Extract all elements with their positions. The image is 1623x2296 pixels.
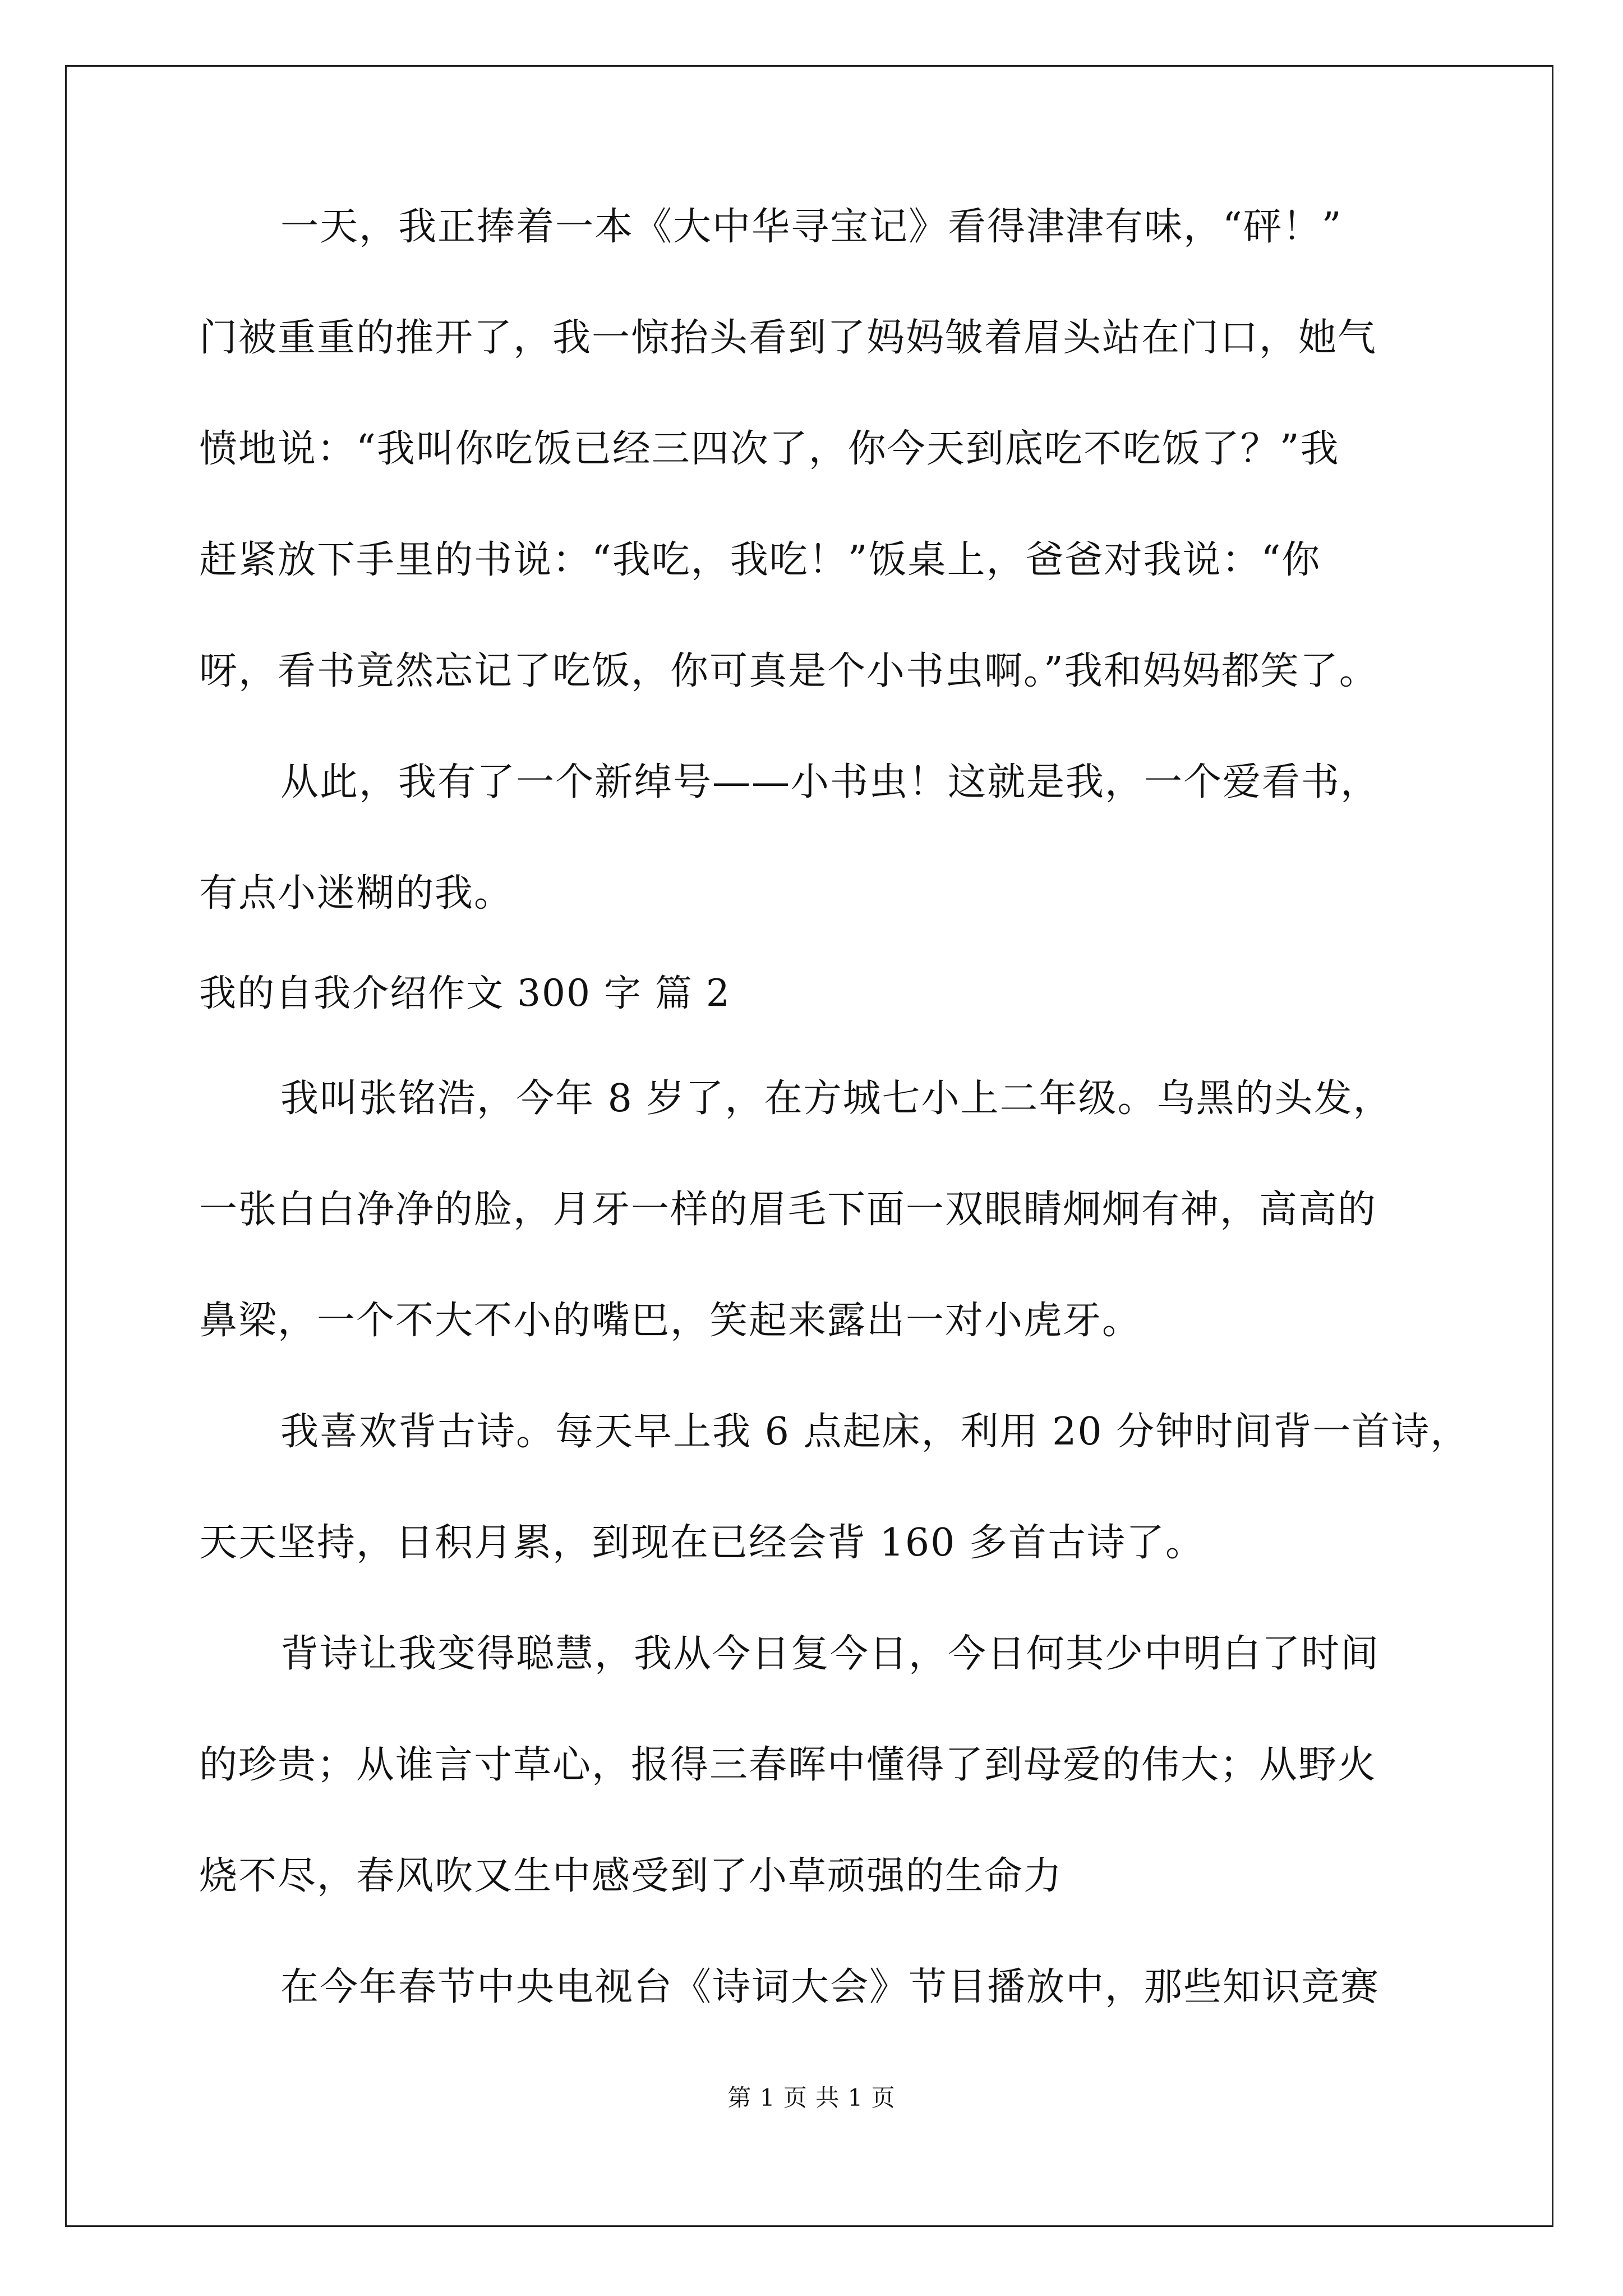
paragraph-line: 鼻梁，一个不大不小的嘴巴，笑起来露出一对小虎牙。: [199, 1299, 1142, 1343]
paragraph-line: 一张白白净净的脸，月牙一样的眉毛下面一双眼睛炯炯有神，高高的: [199, 1188, 1377, 1232]
paragraph-line: 我叫张铭浩，今年 8 岁了，在方城七小上二年级。乌黑的头发，: [280, 1076, 1393, 1121]
paragraph-line: 从此，我有了一个新绰号——小书虫！这就是我，一个爱看书，: [280, 760, 1380, 804]
paragraph-line: 烧不尽，春风吹又生中感受到了小草顽强的生命力: [199, 1854, 1063, 1898]
paragraph-line: 一天，我正捧着一本《大中华寻宝记》看得津津有味，“砰！”: [280, 205, 1343, 249]
page-border: [65, 65, 1553, 2227]
paragraph-line: 愤地说：“我叫你吃饭已经三四次了，你今天到底吃不吃饭了？”我: [199, 427, 1340, 471]
paragraph-line: 的珍贵；从谁言寸草心，报得三春晖中懂得了到母爱的伟大；从野火: [199, 1743, 1377, 1787]
paragraph-line: 门被重重的推开了，我一惊抬头看到了妈妈皱着眉头站在门口，她气: [199, 316, 1377, 360]
paragraph-line: 呀，看书竟然忘记了吃饭，你可真是个小书虫啊。”我和妈妈都笑了。: [199, 649, 1378, 693]
page-number: 第 1 页 共 1 页: [727, 2084, 896, 2111]
paragraph-line: 赶紧放下手里的书说：“我吃，我吃！”饭桌上，爸爸对我说：“你: [199, 538, 1321, 582]
paragraph-line: 天天坚持，日积月累，到现在已经会背 160 多首古诗了。: [199, 1521, 1205, 1565]
section-heading: 我的自我介绍作文 300 字 篇 2: [199, 972, 731, 1015]
paragraph-line: 我喜欢背古诗。每天早上我 6 点起床，利用 20 分钟时间背一首诗，: [280, 1410, 1470, 1454]
paragraph-line: 在今年春节中央电视台《诗词大会》节目播放中，那些知识竞赛: [280, 1965, 1380, 2009]
paragraph-line: 有点小迷糊的我。: [199, 871, 514, 915]
paragraph-line: 背诗让我变得聪慧，我从今日复今日，今日何其少中明白了时间: [280, 1632, 1380, 1676]
